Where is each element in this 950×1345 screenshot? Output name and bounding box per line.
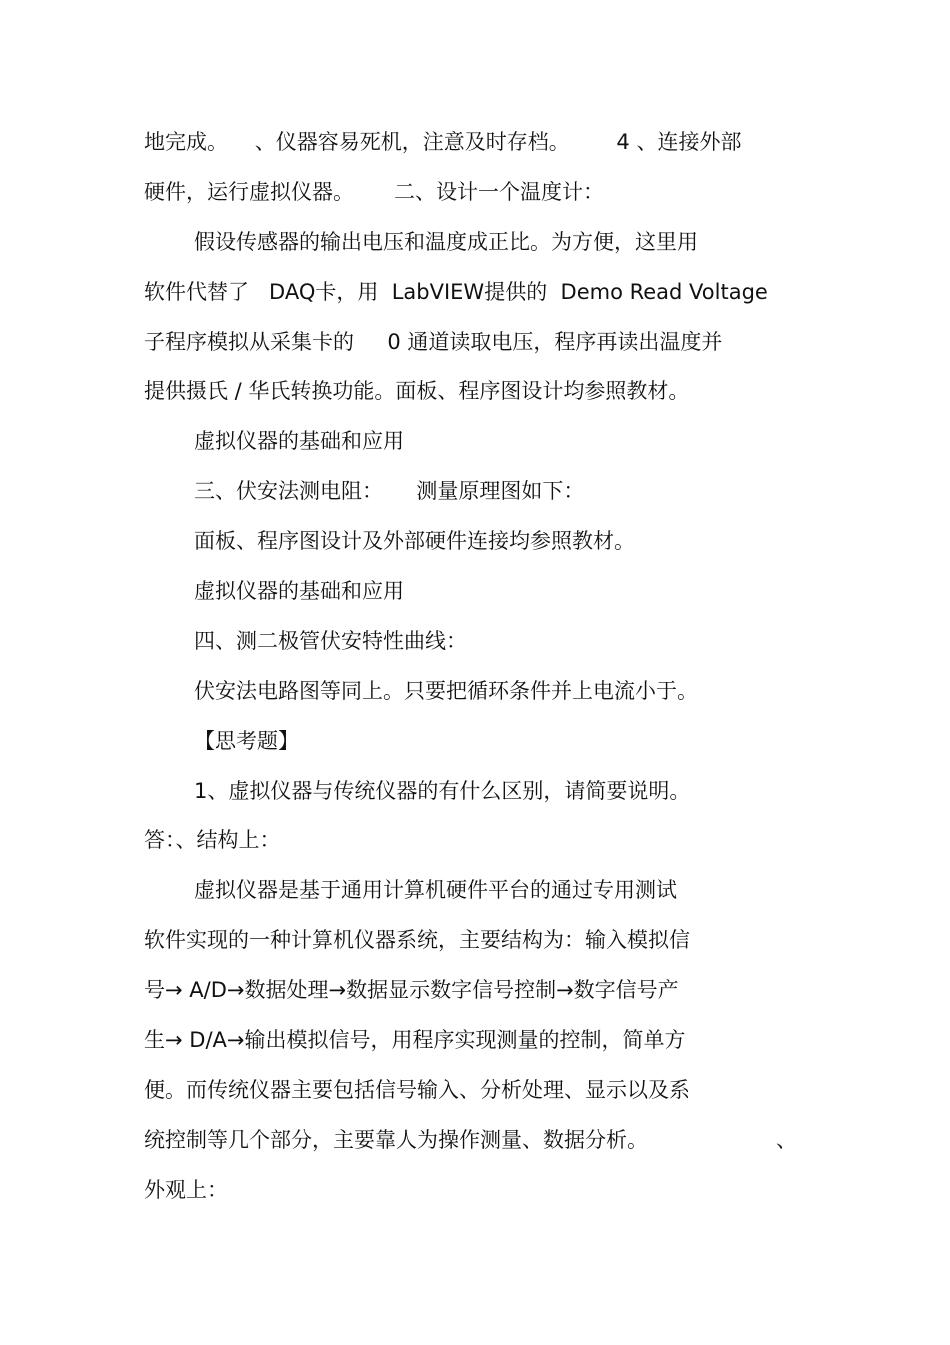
text-line: 地完成。 、仪器容易死机，注意及时存档。 4 、连接外部: [144, 130, 742, 154]
section-heading: 虚拟仪器的基础和应用: [194, 579, 404, 603]
text-line: 假设传感器的输出电压和温度成正比。为方便，这里用: [194, 230, 698, 254]
text-line: 生→ D/A→输出模拟信号，用程序实现测量的控制，简单方: [144, 1028, 686, 1052]
text-line: 软件实现的一种计算机仪器系统，主要结构为：输入模拟信: [144, 928, 690, 952]
text-line: 软件代替了 DAQ卡，用 LabVIEW提供的 Demo Read Voltage: [144, 280, 768, 304]
answer-line: 答：、结构上：: [144, 828, 281, 852]
text-line: 子程序模拟从采集卡的 0 通道读取电压，程序再读出温度并: [144, 330, 723, 354]
text-line: 虚拟仪器是基于通用计算机硬件平台的通过专用测试: [194, 878, 677, 902]
text-line: 便。而传统仪器主要包括信号输入、分析处理、显示以及系: [144, 1078, 690, 1102]
text-line: 伏安法电路图等同上。只要把循环条件并上电流小于。: [194, 679, 698, 703]
text-line: 提供摄氏 / 华氏转换功能。面板、程序图设计均参照教材。: [144, 379, 690, 403]
text-line: 外观上：: [144, 1178, 228, 1202]
section-heading: 三、伏安法测电阻： 测量原理图如下：: [194, 479, 585, 503]
text-line: 硬件，运行虚拟仪器。 二、设计一个温度计：: [144, 180, 605, 204]
section-heading: 四、测二极管伏安特性曲线：: [194, 629, 467, 653]
text-line: 统控制等几个部分，主要靠人为操作测量、数据分析。: [144, 1128, 648, 1152]
text-line: 号→ A/D→数据处理→数据显示数字信号控制→数字信号产: [144, 978, 679, 1002]
section-heading: 虚拟仪器的基础和应用: [194, 429, 404, 453]
question-line: 1、虚拟仪器与传统仪器的有什么区别，请简要说明。: [194, 779, 691, 803]
section-heading: 【思考题】: [194, 729, 299, 753]
text-line: 、: [776, 1128, 797, 1152]
text-line: 面板、程序图设计及外部硬件连接均参照教材。: [194, 529, 635, 553]
